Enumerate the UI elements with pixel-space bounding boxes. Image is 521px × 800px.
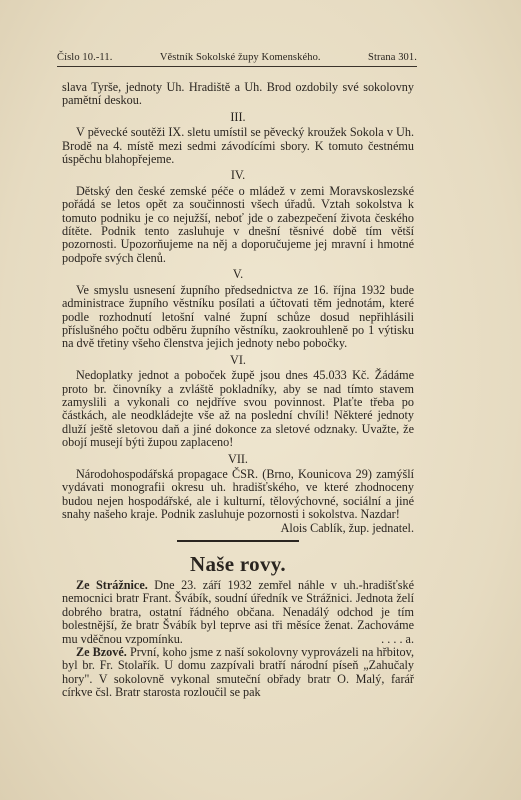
paragraph [62,466,414,535]
section-number: III. [230,109,246,124]
paragraph: slava Tyrše, jednoty Uh. Hradiště a Uh. Brod ozdobily své sokolovny pamětní deskou. [62,80,414,108]
obituary-entry [62,579,414,646]
entry-signature: . . . . a. [381,631,414,646]
page-number: Strana 301. [368,52,417,63]
entry-text: První, koho jsme z naší sokolovny vyprovázeli na hřbitov, byl br. Fr. Stolařík. U domu zazpívali bratří národní píseň „Zahučaly hory". V sokolovně vykonal smuteční obřady bratr O. Malý, farář církve čsl. Bratr starosta rozloučil se pak [62,645,414,700]
running-header [57,52,417,63]
entry-text: Dne 23. září 1932 zemřel náhle v uh.-hradišťské nemocnici bratr Frant. Švábík, soudní úředník ve Strážnici. Jednota želí dobrého bratra, ostatní řádného občana. Nenadálý odchod je tím bolestnější, že bratr Švábík byl teprve asi tři měsíce ženat. Zachováme mu vděčnou vzpomínku. [62,578,414,646]
entry-place: Ze Strážnice. [76,578,148,592]
paragraph: Ve smyslu usnesení župního předsednictva ze 16. října 1932 bude administrace župního věstníku posílati a účtovati těm jednotám, které podle rozhodnutí letošní valné župní schůze dosud nepřihlásili příslušného počtu odběru župního věstníku, zaokrouhleně po 1 výtisku na dvě třetiny všeho členstva jejich jednoty nebo pobočky. [62,282,414,351]
paragraph: V pěvecké soutěži IX. sletu umístil se pěvecký kroužek Sokola v Uh. Brodě na 4. místě mezi sedmi závodícími sbory. K tomuto čestnému úspěchu blahopřejeme. [62,125,414,167]
issue-number: Číslo 10.-11. [57,52,113,63]
greeting: Nazdar! [360,507,400,522]
entry-place: Ze Bzové. [76,645,127,660]
section-heading: Naše rovy. [190,551,286,576]
section-number: V. [232,267,244,282]
divider [177,540,299,542]
signature: Alois Cablík, žup. jednatel. [280,520,414,535]
section-number: IV. [230,168,246,183]
journal-title: Věstník Sokolské župy Komenského. [159,52,321,63]
section-number: VII. [228,451,248,466]
paragraph: Dětský den české zemské péče o mládež v zemi Moravskoslezské pořádá se letos opět za součinnosti všech úřadů. Vztah sokolstva k tomuto podniku je co nejužší, neboť jde o zabezpečení života českého dítěte. Podnik tento zasluhuje v dnešní těsnivé době tím větší pozornosti. Upozorňujeme na něj a doporučujeme jej mravní i hmotné podpoře svých členů. [62,183,414,265]
header-rule [57,66,417,67]
paragraph-text: Národohospodářská propagace ČSR. (Brno, Kounicova 29) zamýšlí vydávati monografii okresu uh. hradišťského, ve které zhodnoceny budou nejen hospodářské, ale i kulturní, tělovýchovné, sociální a jiné snahy našeho kraje. Podnik zasluhuje pozornosti i sokolstva. [62,466,414,522]
paragraph: Nedoplatky jednot a poboček župě jsou dnes 45.033 Kč. Žádáme proto br. činovníky a zvláště pokladníky, aby se nad tímto stavem zamyslili a vykonali co nejdříve svou povinnost. Plaťte třeba po částkách, ale neodkládejte vše až na poslední chvíli! Některé jednoty dluží ještě sletovou daň a jiné dokonce za sletové odznaky. Uvažte, že obojí musejí býti župou zaplaceno! [62,368,414,450]
article-body [62,81,414,700]
obituary-entry [62,646,414,700]
section-number: VI. [230,352,246,367]
